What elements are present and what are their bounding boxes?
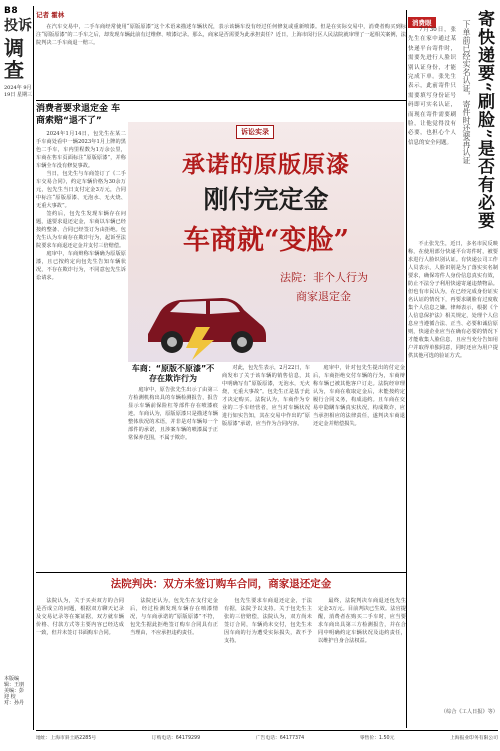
- bottom-divider: [36, 572, 406, 573]
- bottom-column: 法院还认为，包先生在支付定金后，经过检测发现车辆存在喷漆情况，与车商承诺的“原版原漆”不符，包先生据此拒绝签订购车合同具有正当理由，不应承担违约责任。: [130, 598, 218, 636]
- reporter-tag: 记者 霍林: [36, 11, 65, 19]
- column-subtitle: 车商：“原版不原漆”不存在欺诈行为: [131, 364, 215, 383]
- left-story-text: 2024年1月14日，包先生在某二手车商处看中一辆2023年1月上牌的黑色二手车，车内里程数为1万余公里，车商在售车页面标注“原版原漆”，并称车辆全车没有修复事故。 当日，包先生与车商签订了《二手车交易合同》，约定车辆价格为30余万元，包先生当日支付定金3万元，合同中标注“原版原漆、无泡水、无火烧、无重大事故”。 签约后，包先生发现车辆存在问题，遂要求退还定金，车商以车辆已经按约整备、合同已经签订为由拒绝。包先生认为车商存在欺诈行为，起诉至法院要求车商退还定金并支付三倍赔偿。 庭审中，车商辩称车辆确为原版原漆，且已按约定向包先生告知车辆状况，不存在欺诈行为，不同意包先生诉讼请求。: [36, 131, 126, 281]
- banner-subtitle-2: 商家退定金: [296, 290, 351, 303]
- bottom-column: 包先生要求车商退还定金，于法有据，法院予以支持。关于包先生主张的三倍赔偿，法院认为，双方尚未签订合同，车辆尚未交付，包先生未因车商的行为遭受实际损失，故不予支持。: [224, 598, 312, 644]
- top-story-text: 在汽车交易中，二手车商经常使用“原版原漆”这个术语来描述车辆状况，表示该辆车没有经过任何修复或重新喷漆。但是在实际交易中，消费者购买到标注“原版原漆”的二手车之后，却发现车辆此前有过维修、喷漆记录。那么，商家是否需要为此承担责任？近日，上海市闵行区人民法院就审理了一起相关案例，法院判决二手车商退一赔三。: [36, 24, 406, 46]
- right-story-title: 寄快递要“刷脸”是否有必要: [474, 10, 494, 230]
- top-story: [36, 10, 406, 100]
- column-dealer-response: [128, 364, 218, 569]
- column-logo: 消费眼: [408, 17, 436, 28]
- right-story-body: [408, 240, 498, 720]
- bottom-story: [36, 574, 406, 724]
- column-text: 对此，包先生表示，2月22日，车商发布了关于该车辆的销售信息，其中明确写有“原版原漆，无泡水，无火烧，无重大事故”。包先生正是基于此才决定购买。法院认为，车商作为专业的二手车经营者，应当对车辆状况进行如实告知，其在交易中作出的“原版原漆”承诺，应当作为合同内容。: [222, 365, 310, 427]
- right-story-lead: 7月30日，张先生在家中通过某快递平台寄件时，需要先进行人脸识别认证身份，才能完成下单。张先生表示，此前寄件只需要填写身份证号码即可实名认证，而现在寄件需要刷脸，让他觉得没有必要，也担心个人信息的安全问题。: [408, 27, 456, 146]
- footer-subscription-phone: 订购电话：64179299: [151, 736, 201, 741]
- right-column-story: [408, 10, 498, 740]
- car-illustration: [140, 272, 270, 360]
- bottom-column: 最终，法院判决车商退还包先生定金3万元。目前判决已生效。法官提醒，消费者在购买二手车时，应当要求车商出具第三方检测报告，并在合同中明确约定车辆状况及违约责任，以维护自身合法权益。: [318, 598, 406, 644]
- editor-credits: 本版编辑：王朋 美编：彭迎 校对：孙丹: [4, 676, 25, 706]
- column-text: 庭审中，针对包先生提出的付定金后，车商拒绝交付车辆的行为，车商辩称车辆已被其他客户订走。法院经审理认为，车商在收取定金后，未能按约定履行合同义务，构成违约。且车商在交易中隐瞒车辆真实状况，构成欺诈，应当承担相应的法律责任，遂判决车商退还定金并赔偿损失。: [313, 365, 405, 427]
- masthead-divider: [33, 6, 34, 730]
- banner-headline-line2: 刚付完定金: [203, 185, 329, 214]
- headline-banner: [128, 122, 404, 362]
- issue-date: 2024年 9月19日 星期三: [4, 85, 32, 98]
- bottom-story-title: 法院判决：双方未签订购车合同，商家退还定金: [110, 578, 332, 590]
- section-name: 投诉: [4, 18, 32, 34]
- left-story: [36, 103, 126, 573]
- footer-price: 零售价：1.50元: [359, 736, 395, 741]
- page-number: B8: [4, 6, 19, 16]
- right-divider: [406, 10, 407, 728]
- banner-kicker: 诉讼实录: [236, 125, 274, 139]
- footer-ad-phone: 广告电话：64177374: [255, 736, 305, 741]
- column-court-finding: [313, 364, 405, 569]
- banner-headline-line1: 承诺的原版原漆: [182, 151, 350, 178]
- masthead: [4, 6, 34, 741]
- footer-address: 地址：上海市斜土路2285号: [36, 736, 97, 741]
- banner-headline-line3: 车商就“变脸”: [182, 225, 350, 256]
- right-story-text: 不止张先生，近日，多名市民反映称，在使用部分快递平台寄件时，被要求进行人脸识别认证。有快递公司工作人员表示，人脸识别是为了落实实名制要求，确保寄件人身份信息真实有效，防止不法分子利用快递寄递违禁物品。但也有市民认为，在已经完成身份证实名认证的情况下，再要求刷脸有过度收集个人信息之嫌。律师表示，根据《个人信息保护法》相关规定，处理个人信息应当遵循合法、正当、必要和诚信原则，快递企业应当在确有必要的情况下才能收集人脸信息，且应当充分告知用户并取得单独同意，同时还应为用户提供其他可选的验证方式。: [408, 241, 498, 359]
- top-divider: [36, 100, 406, 101]
- left-story-title: 消费者要求退定金 车商索赔“退不了”: [36, 104, 121, 126]
- right-story-byline: （综合《工人日报》等）: [440, 709, 498, 715]
- column-text: 庭审中，原告张先生出示了由第三方检测机构出具的车辆检测报告，报告显示车辆前保险杠等部件存在喷漆痕迹。车商认为，原版原漆只是描述车辆整体状况的术语，并非是对车辆每一个部件的承诺，且涉案车辆的喷漆属于正常保养范围，不属于欺诈。: [128, 387, 218, 441]
- column-consumer-argument: [222, 364, 310, 569]
- footer-printer: 上海报业印务有限公司: [449, 736, 498, 741]
- bottom-column: 法院认为，关于买卖双方的合同是否成立的问题，根据双方聊天记录及交易记录等在案证据，双方就车辆价格、付款方式等主要内容已经达成一致，但并未签订书面购车合同。: [36, 598, 124, 636]
- banner-subtitle-1: 法院：非个人行为: [280, 271, 368, 284]
- page-footer: [36, 730, 498, 744]
- section-name-large: 调查: [4, 36, 24, 82]
- right-story-subtitle: 下单前已经实名认证，寄件时还要再认证: [462, 20, 471, 164]
